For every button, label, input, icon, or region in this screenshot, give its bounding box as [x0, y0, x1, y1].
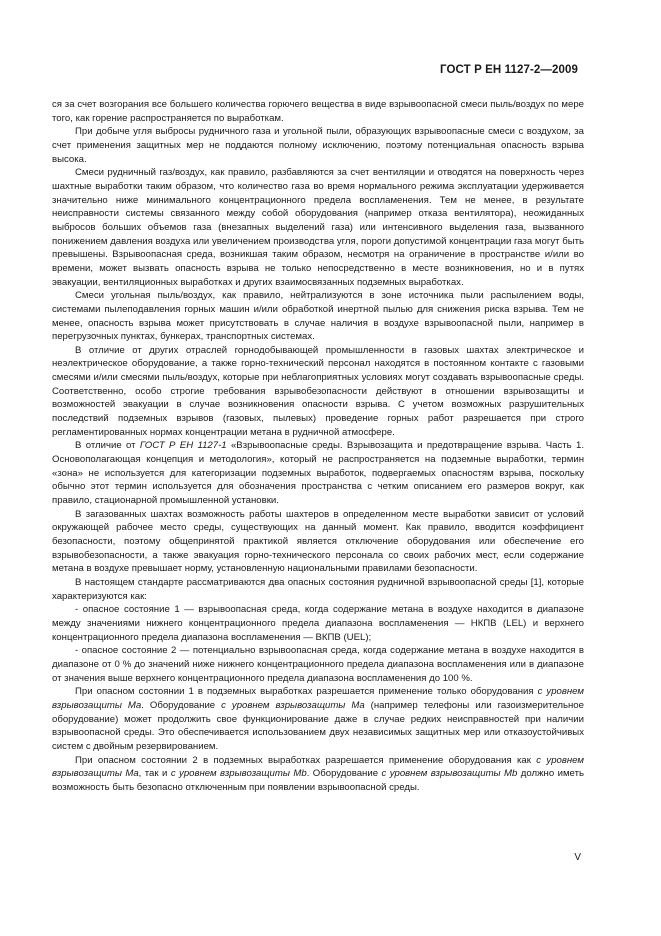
- document-designation: ГОСТ Р ЕН 1127-2—2009: [440, 64, 578, 76]
- paragraph-text: , так и: [138, 768, 171, 780]
- list-item: - опасное состояние 1 — взрывоопасная среда, когда содержание метана в воздухе находится в диапазоне между значениями нижнего концентрационного предела диапазона воспламенения — НКПВ (LEL) и верхнего концентрационного предела диапазона воспламенения — ВКПВ (UEL);: [52, 604, 584, 643]
- paragraph-text: (например телефоны или газоизмерительное оборудование) может продолжить свое функционирование даже в случае редких неисправностей при наличии взрывоопасной среды. Это обеспечивается использованием двух независимых защитных мер или отказоустойчивых систем с двойным резервированием.: [52, 699, 584, 752]
- paragraph: В настоящем стандарте рассматриваются два опасных состояния рудничной взрывоопасной среды [1], которые характеризуются как:: [52, 576, 584, 602]
- paragraph-text: «Взрывоопасные среды. Взрывозащита и предотвращение взрыва. Часть 1. Основополагающая концепция и методология», который не распространяется на подземные выработки, термин «зона» не используется для категоризации подземных выработок, подвергаемых опасностям взрыва, поскольку обычно этот термин используется для обозначения пространства с четким описанием его размеров вокруг, как правило, стационарной промышленной установки.: [52, 440, 585, 507]
- paragraph: При добыче угля выбросы рудничного газа и угольной пыли, образующих взрывоопасные смеси с воздухом, за счет применения защитных мер не поддаются полному исключению, поэтому потенциальная опасность взрыва высока.: [52, 126, 584, 165]
- standard-reference: ГОСТ Р ЕН 1127-1: [139, 440, 227, 452]
- protection-level-term: с уровнем взрывозащиты Ma: [52, 754, 584, 780]
- paragraph: В отличие от других отраслей горнодобывающей промышленности в газовых шахтах электрическое и неэлектрическое оборудование, а также горно-технический персонал находятся в постоянном контакте с газовыми смесями и/или смесями пыль/воздух, которые при неблагоприятных условиях могут создавать взрывоопасные среды. Соответственно, особо строгие требования взрывобезопасности действуют в отношении взрывозащиты и возможностей эвакуации в случае возникновения опасности взрыва. С учетом возможных разрушительных последствий подземных взрывов (газовых, пылевых) проведение горных работ разрешается при строго регламентированных нормах концентрации метана в рудничной атмосфере.: [52, 344, 584, 438]
- paragraph-text: должно иметь возможность быть безопасно отключенным при появлении взрывоопасной среды.: [52, 768, 584, 793]
- protection-level-term: с уровнем взрывозащиты Mb: [381, 768, 518, 780]
- protection-level-term: с уровнем взрывозащиты Ma: [221, 699, 365, 711]
- paragraph: ся за счет возгорания все большего количества горючего вещества в виде взрывоопасной смеси пыль/воздух по мере того, как горение распространяется по выработкам.: [52, 99, 584, 124]
- paragraph: [52, 685, 584, 753]
- paragraph: Смеси рудничный газ/воздух, как правило, разбавляются за счет вентиляции и отводятся на поверхность через шахтные выработки таким образом, что количество газа во время нормального режима эксплуатации удерживается значительно ниже минимального концентрационного предела воспламенения. Тем не менее, в результате неисправности системы связанного между собой оборудования (например отказа вентилятора), неожиданных выбросов больших объемов газа (внезапных выделений газа) или интенсивного выделения газа, вызванного понижением давления воздуха или увеличением производства угля, пороги допустимой концентрации газа могут быть превышены. Взрывоопасная среда, возникшая таким образом, несмотря на ограничение в пространстве и/или во времени, может вызвать опасность взрыва не только непосредственно в месте возникновения, но и в путях эвакуации, вентиляционных выработках и других взаимосвязанных подземных выработках.: [52, 167, 584, 288]
- paragraph: [52, 754, 584, 795]
- paragraph-text: При опасном состоянии 2 в подземных выработках разрешается применение оборудования как: [75, 754, 537, 766]
- paragraph-text: . Оборудование: [141, 699, 222, 711]
- protection-level-term: с уровнем взрывозащиты Mb: [170, 768, 307, 780]
- paragraph-text: В отличие от: [75, 440, 140, 452]
- body-text: [52, 98, 584, 794]
- protection-level-term: с уровнем взрывозащиты Ma: [52, 686, 584, 711]
- page-number: V: [574, 852, 581, 863]
- paragraph: Смеси угольная пыль/воздух, как правило, нейтрализуются в зоне источника пыли распылением воды, системами пылеподавления горных машин и/или обработкой инертной пылью для снижения риска взрыва. Тем не менее, опасность взрыва может присутствовать в случае наличия в воздухе взрывоопасной пыли, например в перегрузочных пунктах, бункерах, транспортных системах.: [52, 290, 584, 343]
- list-item: - опасное состояние 2 — потенциально взрывоопасная среда, когда содержание метана в воздухе находится в диапазоне от 0 % до значений ниже нижнего концентрационного предела диапазона воспламенения или в диапазоне от значения выше верхнего концентрационного предела диапазона воспламенения до 100 %.: [52, 645, 584, 684]
- paragraph-text: . Оборудование: [306, 768, 382, 780]
- paragraph-text: При опасном состоянии 1 в подземных выработках разрешается применение только оборудования: [75, 686, 538, 698]
- paragraph: В загазованных шахтах возможность работы шахтеров в определенном месте выработки зависит от условий окружающей рабочее место среды, существующих на данный момент. Как правило, вводится коэффициент безопасности, поэтому общепринятой практикой является отключение оборудования или обеспечение его взрывобезопасности, а также эвакуация горно-технического персонала со своих рабочих мест, если содержание метана в воздухе превышает норму, установленную национальными правилами безопасности.: [52, 508, 584, 575]
- paragraph: [52, 439, 584, 507]
